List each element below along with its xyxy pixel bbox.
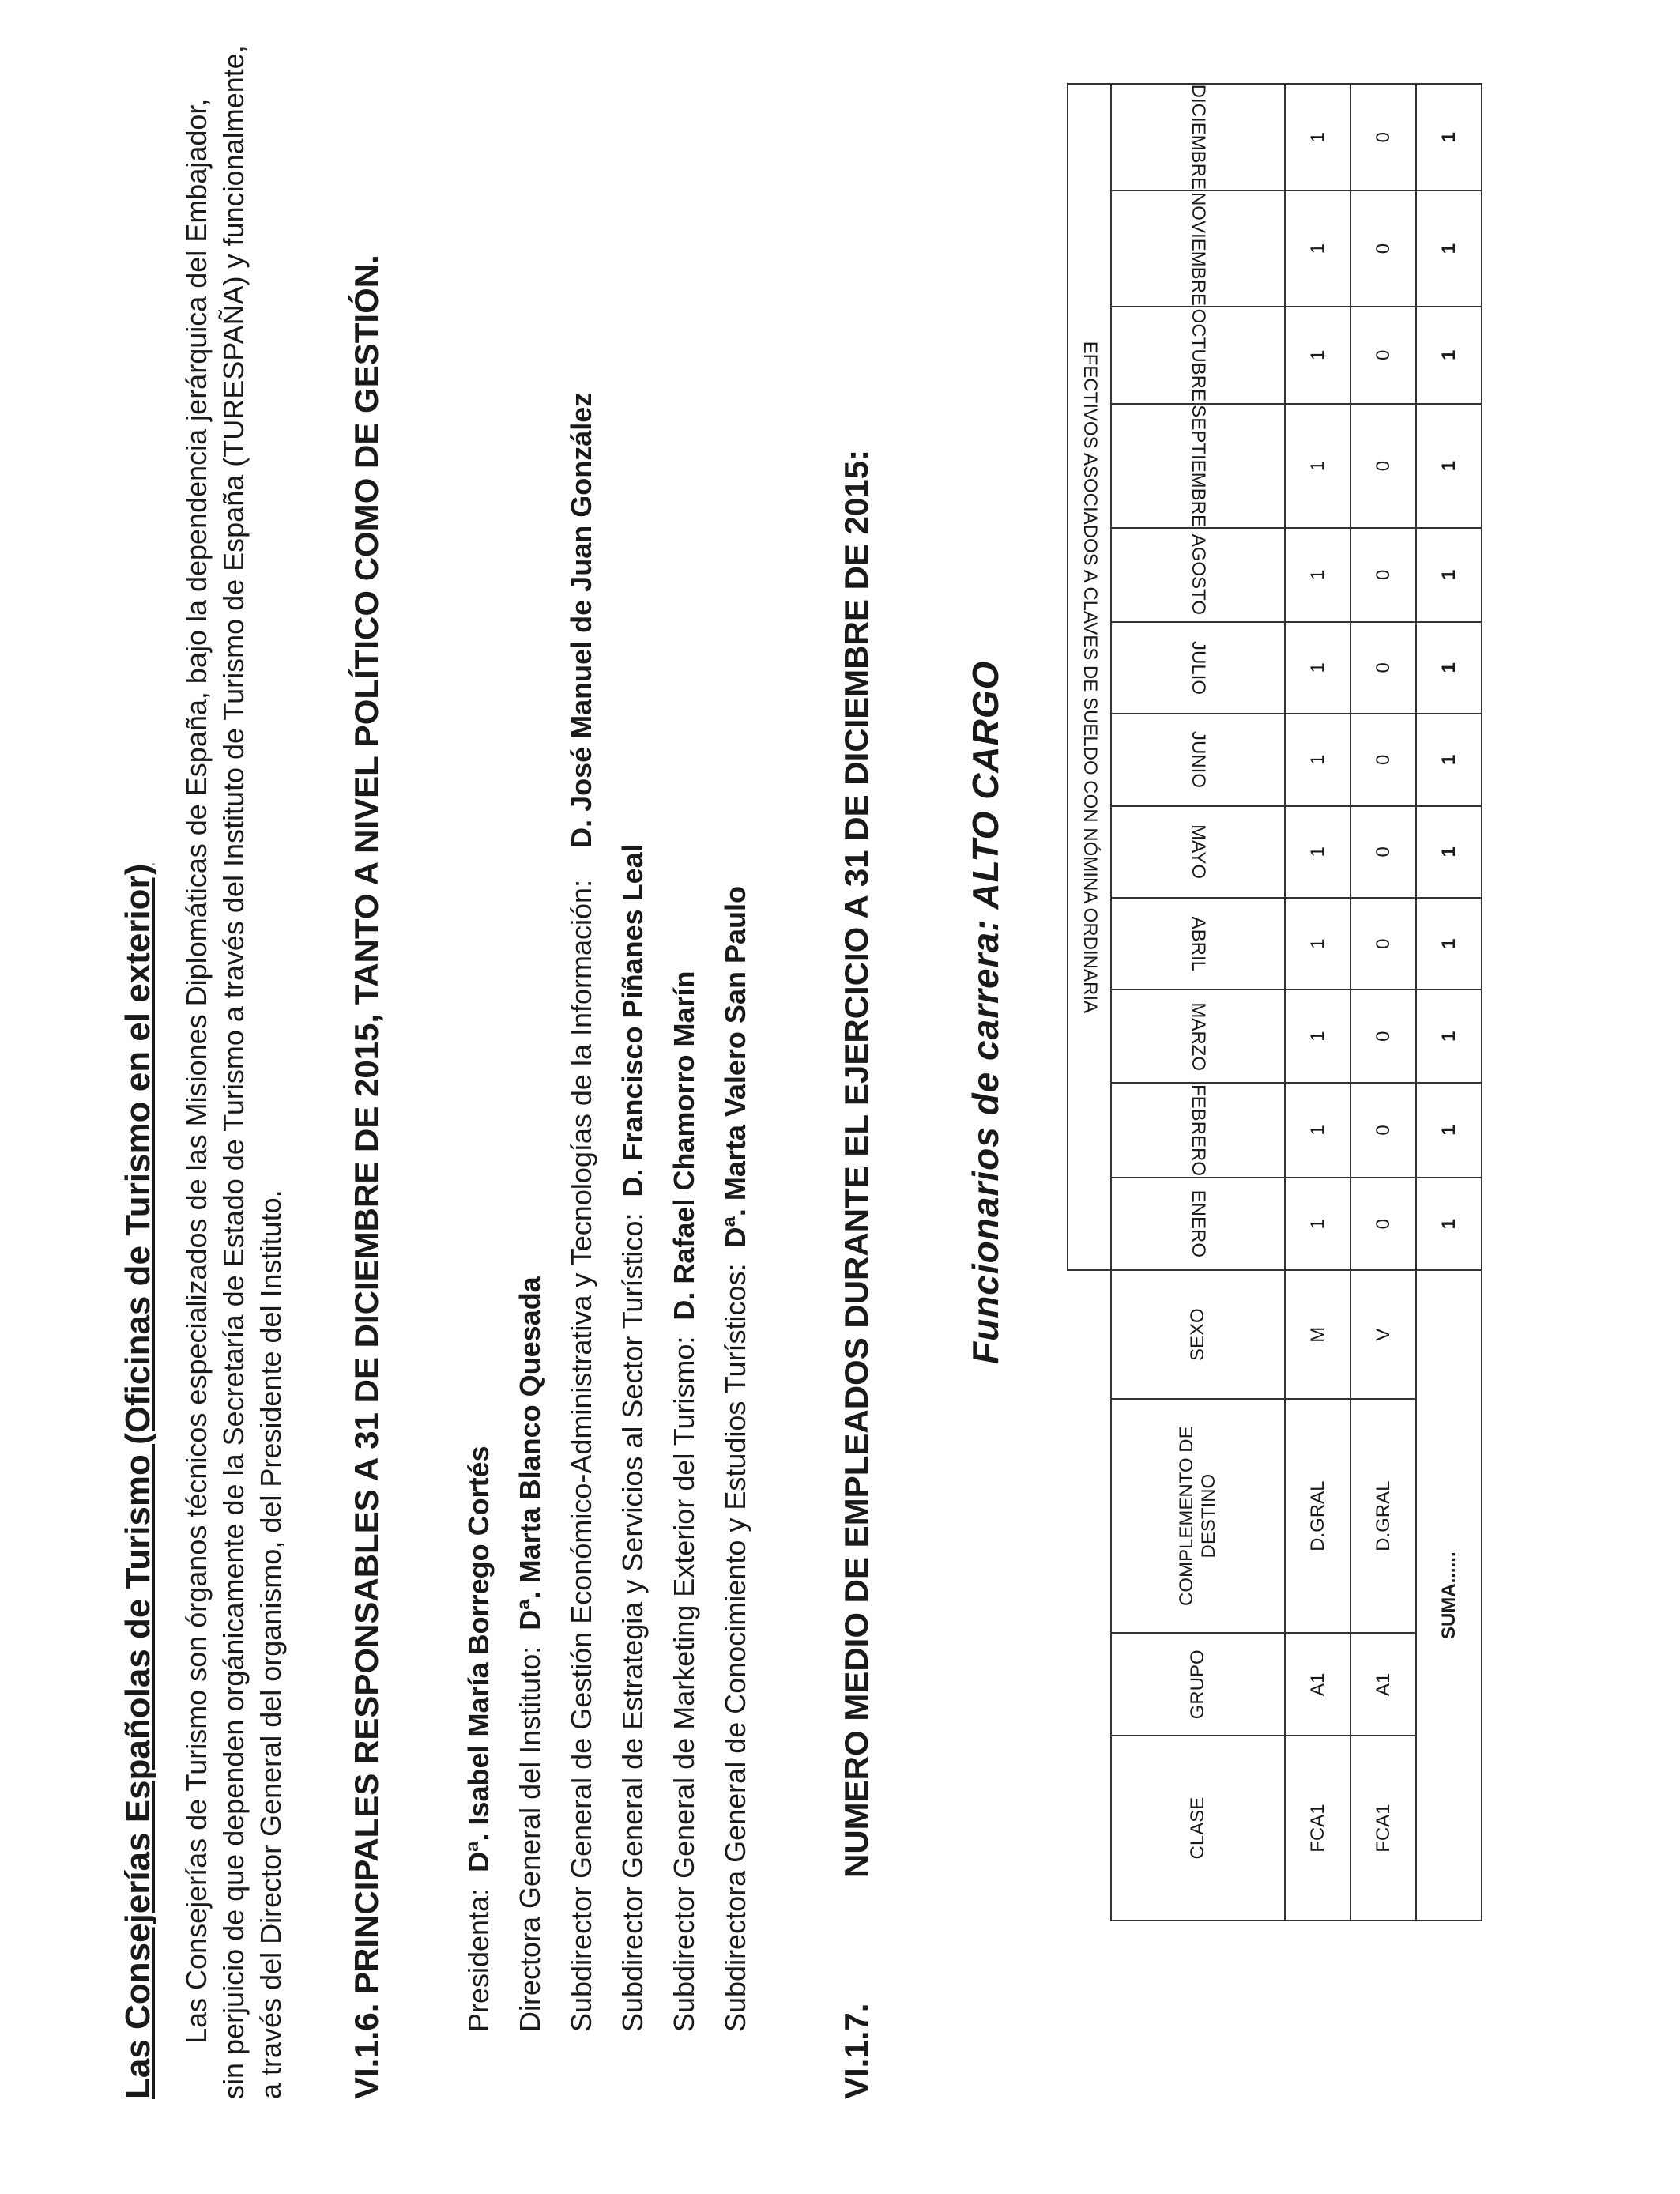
table-row: FCA1 A1 D.GRAL M 1 1 1 1 1 1 1 1 1 1 1 1 — [1285, 84, 1350, 1921]
col-month: AGOSTO — [1111, 528, 1285, 622]
col-month: FEBRERO — [1111, 1083, 1285, 1178]
group-header: EFECTIVOS ASOCIADOS A CLAVES DE SUELDO CON NÓMINA ORDINARIA — [1068, 84, 1111, 1270]
person-row: Subdirector General de Estrategia y Servicios al Sector Turístico: D. Francisco Piñanes Leal — [616, 844, 649, 2032]
vi17-heading: NUMERO MEDIO DE EMPLEADOS DURANTE EL EJERCICIO A 31 DE DICIEMBRE DE 2015: — [838, 449, 875, 1878]
col-month: ENERO — [1111, 1178, 1285, 1271]
col-month: DICIEMBRE — [1111, 84, 1285, 190]
col-month: MARZO — [1111, 990, 1285, 1083]
person-row: Subdirectora General de Conocimiento y Estudios Turísticos: Dª. Marta Valero San Paulo — [719, 886, 751, 2032]
col-month: SEPTIEMBRE — [1111, 404, 1285, 528]
person-row: Presidenta: Dª. Isabel María Borrego Cortés — [462, 1446, 495, 2032]
group-header-row — [1068, 84, 1111, 1921]
col-month: JUNIO — [1111, 714, 1285, 806]
col-sexo: SEXO — [1111, 1270, 1285, 1399]
col-clase: CLASE — [1111, 1736, 1285, 1921]
col-month: NOVIEMBRE — [1111, 190, 1285, 306]
col-month: OCTUBRE — [1111, 307, 1285, 405]
vi17-number: VI.1.7. — [838, 2003, 875, 2099]
col-grupo: GRUPO — [1111, 1633, 1285, 1736]
table-row: FCA1 A1 D.GRAL V 0 0 0 0 0 0 0 0 0 0 0 0 — [1350, 84, 1416, 1921]
sum-row: SUMA...... 1 1 1 1 1 1 1 1 1 1 1 1 — [1416, 84, 1482, 1921]
person-row: Subdirector General de Gestión Económico-Administrativa y Tecnologías de la Información: D. José Manuel de Juan González — [565, 392, 597, 2032]
person-row: Subdirector General de Marketing Exterior del Turismo: D. Rafael Chamorro Marín — [668, 971, 700, 2032]
sum-label: SUMA...... — [1416, 1270, 1482, 1921]
col-month: MAYO — [1111, 806, 1285, 898]
vi16-heading: VI.1.6. PRINCIPALES RESPONSABLES A 31 DE DICIEMBRE DE 2015, TANTO A NIVEL POLÍTICO COMO DE GESTIÓN. — [348, 254, 385, 2099]
col-complemento: COMPLEMENTO DE DESTINO — [1111, 1399, 1285, 1633]
paragraph-line-2: sin perjuicio de que dependen orgánicamente de la Secretaría de Estado de Turismo a través del Instituto de Turismo de España (TURESPAÑA) y funcionalmente, — [217, 45, 250, 2099]
column-header-row — [1111, 84, 1285, 1921]
employees-table — [1067, 83, 1482, 1921]
col-month: ABRIL — [1111, 898, 1285, 990]
paragraph-line-1: Las Consejerías de Turismo son órganos técnicos especializados de las Misiones Diplomáticas de España, bajo la dependencia jerárquica del Embajador, — [180, 98, 213, 2044]
person-row: Directora General del Instituto: Dª. Marta Blanco Quesada — [514, 1276, 546, 2032]
table-subtitle: Funcionarios de carrera: ALTO CARGO — [965, 660, 1006, 1364]
paragraph-line-3: a través del Director General del organismo, del Presidente del Instituto. — [254, 1189, 287, 2099]
section-title: Las Consejerías Españolas de Turismo (Oficinas de Turismo en el exterior) — [119, 863, 157, 2099]
col-month: JULIO — [1111, 622, 1285, 714]
